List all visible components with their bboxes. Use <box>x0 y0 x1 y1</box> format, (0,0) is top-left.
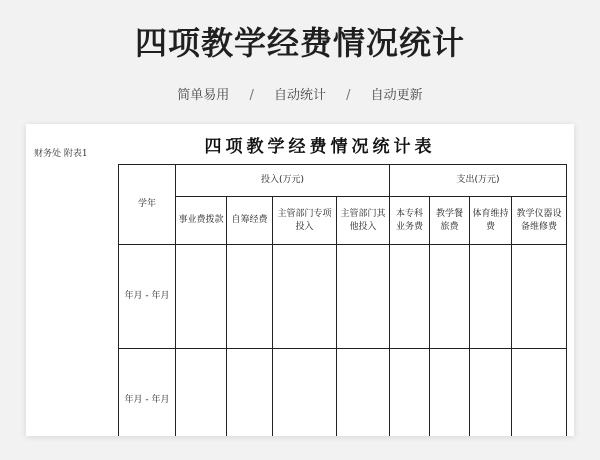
col-header-income-1: 事业费拨款 <box>176 197 227 245</box>
table-cell <box>512 245 567 349</box>
spreadsheet-preview <box>26 124 574 436</box>
table-cell <box>176 349 227 437</box>
income-header: 投入(万元) <box>176 165 390 197</box>
table-cell <box>273 245 337 349</box>
header-row-groups <box>119 165 567 197</box>
year-cell: 年月 - 年月 <box>119 245 176 349</box>
table-cell <box>176 245 227 349</box>
tag-separator: / <box>346 88 351 103</box>
col-header-expense-2: 教学餐旅费 <box>430 197 470 245</box>
expense-header: 支出(万元) <box>390 165 567 197</box>
tag-auto-stats: 自动统计 <box>273 88 326 103</box>
tag-easy-to-use: 简单易用 <box>177 88 230 103</box>
col-header-expense-1: 本专科业务费 <box>390 197 430 245</box>
table-cell <box>337 245 390 349</box>
table-cell <box>227 349 273 437</box>
table-cell <box>512 349 567 437</box>
col-header-income-2: 自筹经费 <box>227 197 273 245</box>
table-cell <box>430 349 470 437</box>
table-row <box>119 349 567 437</box>
tag-auto-update: 自动更新 <box>370 88 423 103</box>
feature-tagline <box>0 84 600 103</box>
tag-separator: / <box>249 88 254 103</box>
col-header-income-3: 主管部门专项投入 <box>273 197 337 245</box>
dept-attachment-label: 财务处 附表1 <box>34 149 88 159</box>
table-cell <box>470 245 512 349</box>
year-cell: 年月 - 年月 <box>119 349 176 437</box>
page-title: 四项教学经费情况统计 <box>134 24 465 62</box>
col-header-expense-3: 体育维持费 <box>470 197 512 245</box>
table-cell <box>227 245 273 349</box>
funding-stats-table <box>118 164 567 436</box>
table-cell <box>390 245 430 349</box>
table-cell <box>273 349 337 437</box>
header-row-columns <box>119 197 567 245</box>
col-header-expense-4: 教学仪器设备维修费 <box>512 197 567 245</box>
table-cell <box>390 349 430 437</box>
table-cell <box>337 349 390 437</box>
sheet-title: 四项教学经费情况统计表 <box>204 137 436 157</box>
table-cell <box>430 245 470 349</box>
year-header: 学年 <box>119 165 176 245</box>
table-row <box>119 245 567 349</box>
col-header-income-4: 主管部门其他投入 <box>337 197 390 245</box>
table-cell <box>470 349 512 437</box>
